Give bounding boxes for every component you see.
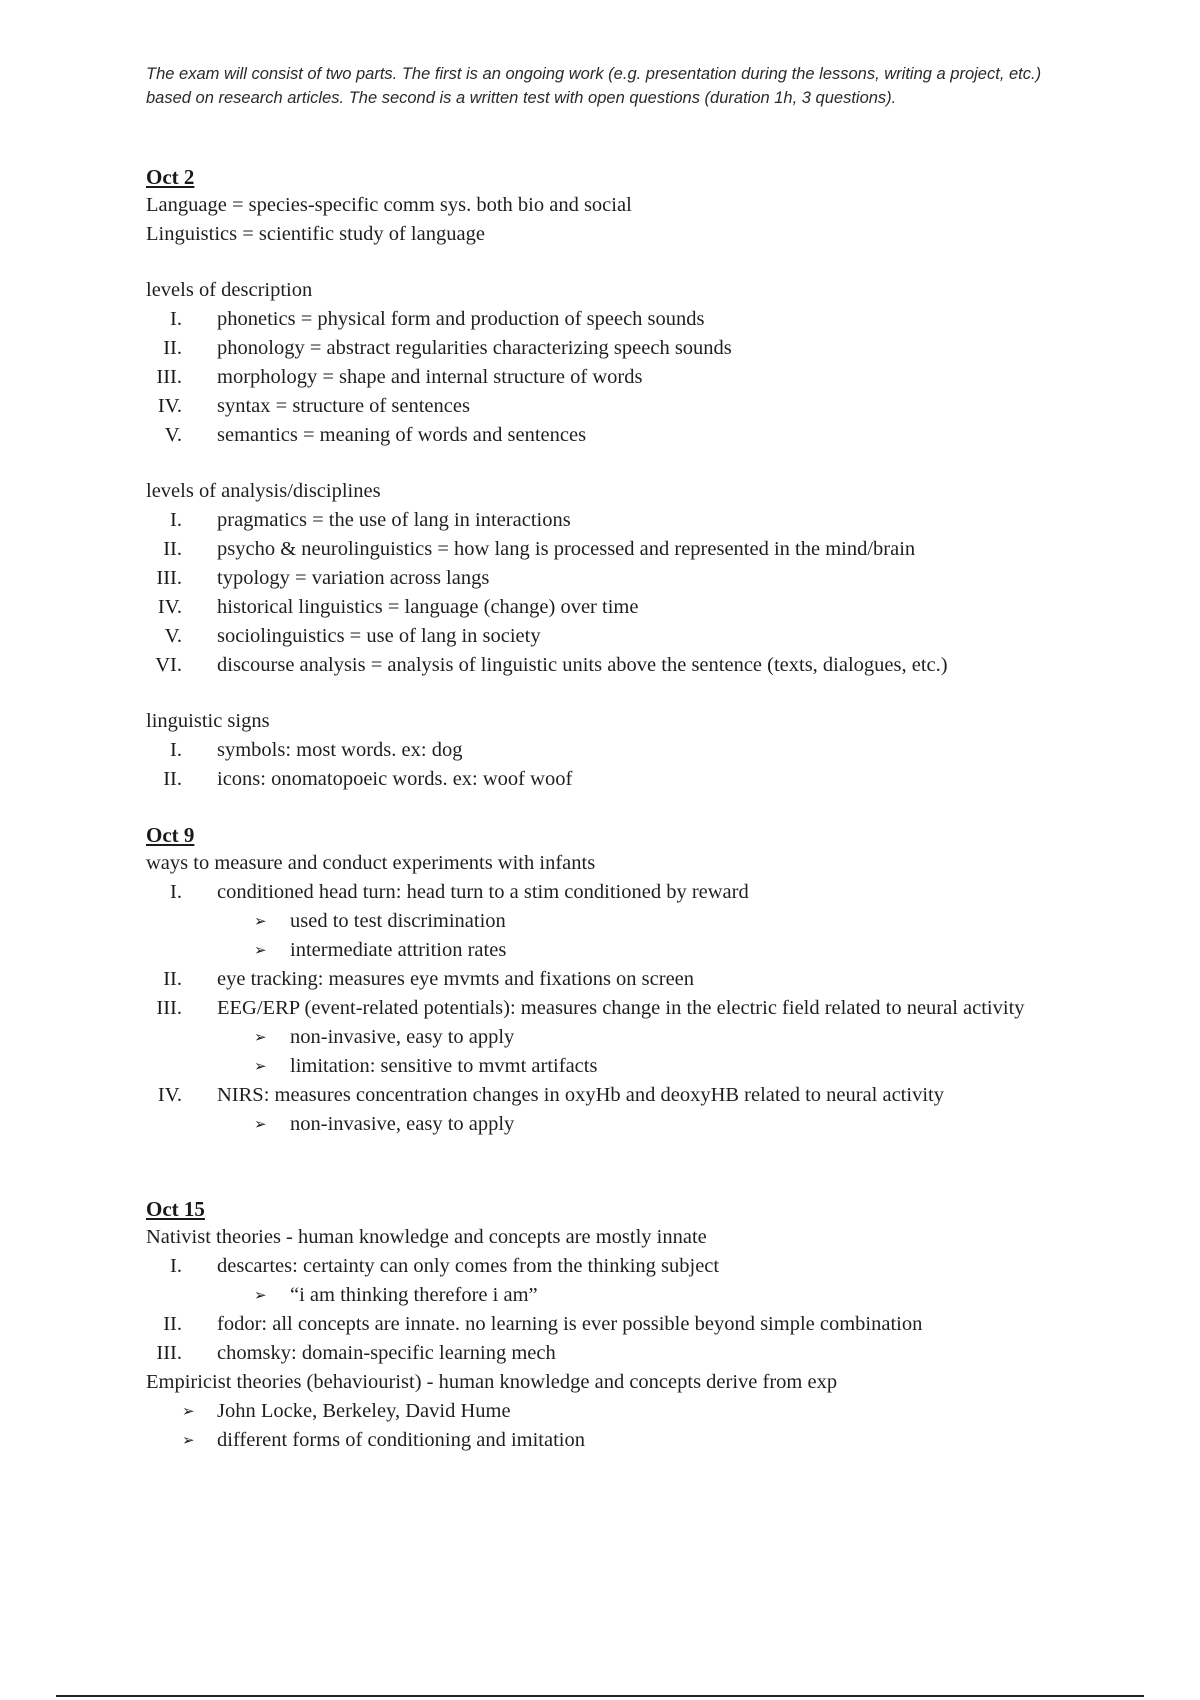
- list-item: I. descartes: certainty can only comes from the thinking subject: [170, 1255, 720, 1277]
- date-heading-oct9: Oct 9: [146, 823, 195, 847]
- document-page: [146, 62, 1046, 1455]
- sub-list-item: ➢ used to test discrimination: [146, 907, 1046, 936]
- list-item: I. pragmatics = the use of lang in interactions: [170, 509, 571, 531]
- list-item: I. symbols: most words. ex: dog: [170, 739, 463, 761]
- linguistic-signs-heading: linguistic signs: [146, 710, 270, 732]
- list-item: II. psycho & neurolinguistics = how lang is processed and represented in the mind/brain: [163, 538, 916, 560]
- infant-experiments-heading: ways to measure and conduct experiments with infants: [146, 852, 596, 874]
- list-item: II. eye tracking: measures eye mvmts and fixations on screen: [163, 968, 695, 990]
- bottom-divider: [56, 1695, 1144, 1697]
- sub-bullet-list: [146, 1023, 1046, 1081]
- sub-list-item: ➢ non-invasive, easy to apply: [146, 1110, 1046, 1139]
- nativist-heading: Nativist theories - human knowledge and concepts are mostly innate: [146, 1226, 707, 1248]
- nativist-list-cont: [146, 1310, 1046, 1368]
- arrow-bullet-icon: ➢: [254, 1030, 267, 1046]
- sub-list-item: ➢ “i am thinking therefore i am”: [146, 1281, 1046, 1310]
- definition-language: Language = species-specific comm sys. both bio and social: [146, 194, 632, 216]
- list-item: IV. historical linguistics = language (change) over time: [157, 596, 639, 618]
- list-item: V. sociolinguistics = use of lang in society: [164, 625, 541, 647]
- list-item: I. phonetics = physical form and production of speech sounds: [170, 308, 705, 330]
- list-item: II. icons: onomatopoeic words. ex: woof woof: [163, 768, 573, 790]
- list-item: II. fodor: all concepts are innate. no learning is ever possible beyond simple combination: [163, 1313, 923, 1335]
- sub-bullet-list: [146, 1110, 1046, 1139]
- sub-list-item: ➢ non-invasive, easy to apply: [146, 1023, 1046, 1052]
- list-item: III. EEG/ERP (event-related potentials): measures change in the electric field related to neural activity: [156, 997, 1025, 1019]
- arrow-bullet-icon: ➢: [254, 943, 267, 959]
- list-item: I. conditioned head turn: head turn to a stim conditioned by reward: [170, 881, 749, 903]
- exam-intro-paragraph: The exam will consist of two parts. The first is an ongoing work (e.g. presentation during the lessons, writing a project, etc.) based on research articles. The second is a written test with open questions (duration 1h, 3 questions).: [146, 65, 1042, 107]
- empiricist-bullet-list: [146, 1397, 1046, 1455]
- sub-bullet-list: [146, 907, 1046, 965]
- levels-analysis-list: [146, 506, 1046, 680]
- date-heading-oct15: Oct 15: [146, 1197, 205, 1221]
- linguistic-signs-list: [146, 736, 1046, 794]
- infant-methods-list-cont: [146, 965, 1046, 1023]
- levels-analysis-heading: levels of analysis/disciplines: [146, 480, 381, 502]
- list-item: III. morphology = shape and internal structure of words: [156, 366, 643, 388]
- date-heading-oct2: Oct 2: [146, 165, 195, 189]
- infant-methods-list-cont: [146, 1081, 1046, 1110]
- list-item: III. chomsky: domain-specific learning mech: [156, 1342, 556, 1364]
- list-item: V. semantics = meaning of words and sentences: [164, 424, 587, 446]
- levels-description-list: [146, 305, 1046, 450]
- empiricist-heading: Empiricist theories (behaviourist) - human knowledge and concepts derive from exp: [146, 1371, 838, 1393]
- nativist-list: [146, 1252, 1046, 1281]
- arrow-bullet-icon: ➢: [254, 1117, 267, 1133]
- sub-list-item: ➢ limitation: sensitive to mvmt artifacts: [146, 1052, 1046, 1081]
- infant-methods-list: [146, 878, 1046, 907]
- arrow-bullet-icon: ➢: [254, 914, 267, 930]
- arrow-bullet-icon: ➢: [182, 1433, 195, 1449]
- sub-bullet-list: [146, 1281, 1046, 1310]
- list-item: II. phonology = abstract regularities characterizing speech sounds: [163, 337, 732, 359]
- list-item: IV. NIRS: measures concentration changes in oxyHb and deoxyHB related to neural activity: [157, 1084, 944, 1106]
- arrow-bullet-icon: ➢: [254, 1059, 267, 1075]
- list-item: IV. syntax = structure of sentences: [157, 395, 470, 417]
- sub-list-item: ➢ John Locke, Berkeley, David Hume: [146, 1397, 1046, 1426]
- levels-description-heading: levels of description: [146, 279, 313, 301]
- arrow-bullet-icon: ➢: [182, 1404, 195, 1420]
- sub-list-item: ➢ different forms of conditioning and imitation: [146, 1426, 1046, 1455]
- definition-linguistics: Linguistics = scientific study of language: [146, 223, 485, 245]
- arrow-bullet-icon: ➢: [254, 1288, 267, 1304]
- list-item: III. typology = variation across langs: [156, 567, 490, 589]
- list-item: VI. discourse analysis = analysis of linguistic units above the sentence (texts, dialogues, etc.): [155, 654, 948, 676]
- sub-list-item: ➢ intermediate attrition rates: [146, 936, 1046, 965]
